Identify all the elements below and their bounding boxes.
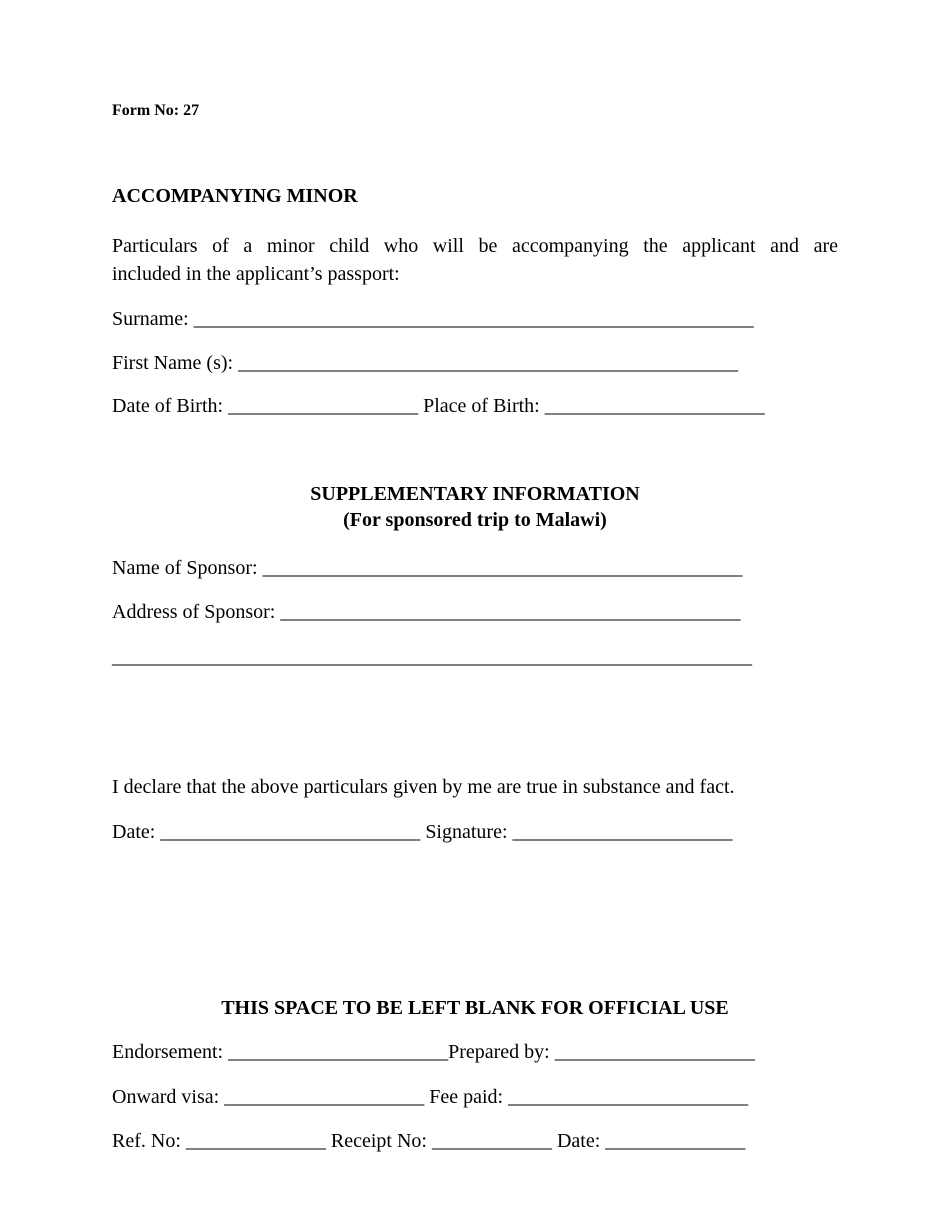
date-of-birth-field[interactable]: Date of Birth: ___________________ [112,395,419,417]
receipt-no-field[interactable]: Receipt No: ____________ [330,1130,552,1152]
supplementary-heading: SUPPLEMENTARY INFORMATION [310,483,640,505]
sponsor-name-field[interactable]: Name of Sponsor: ________________________________________________ [112,557,743,579]
declaration-text: I declare that the above particulars given by me are true in substance and fact. [112,776,735,798]
onward-visa-field[interactable]: Onward visa: ____________________ [112,1086,425,1108]
official-row-1 [112,1040,755,1064]
first-name-field[interactable]: First Name (s): __________________________________________________ [112,352,739,374]
signature-field[interactable]: Signature: ______________________ [425,821,733,843]
official-use-heading: THIS SPACE TO BE LEFT BLANK FOR OFFICIAL USE [221,997,729,1019]
place-of-birth-field[interactable]: Place of Birth: ______________________ [423,395,765,417]
supplementary-subheading: (For sponsored trip to Malawi) [343,509,607,531]
sponsor-address-field[interactable]: Address of Sponsor: ______________________________________________ [112,601,741,623]
fee-paid-field[interactable]: Fee paid: ________________________ [429,1086,749,1108]
minor-intro-line-1: Particulars of a minor child who will be accompanying the applicant and are [112,235,838,257]
ref-no-field[interactable]: Ref. No: ______________ [112,1130,326,1152]
form-number: Form No: 27 [112,102,200,119]
official-row-2 [112,1085,748,1109]
birth-row [112,394,765,418]
minor-intro-line-2: included in the applicant’s passport: [112,263,400,285]
official-date-field[interactable]: Date: ______________ [556,1130,746,1152]
accompanying-minor-heading: ACCOMPANYING MINOR [112,185,358,207]
sponsor-address-continued-field[interactable]: ________________________________________________________________ [112,646,752,668]
surname-field[interactable]: Surname: ________________________________________________________ [112,308,754,330]
prepared-by-field[interactable]: Prepared by: ____________________ [448,1041,755,1063]
declaration-date-field[interactable]: Date: __________________________ [112,821,421,843]
declaration-row [112,820,733,844]
endorsement-field[interactable]: Endorsement: ______________________ [112,1041,449,1063]
official-row-3 [112,1129,745,1153]
